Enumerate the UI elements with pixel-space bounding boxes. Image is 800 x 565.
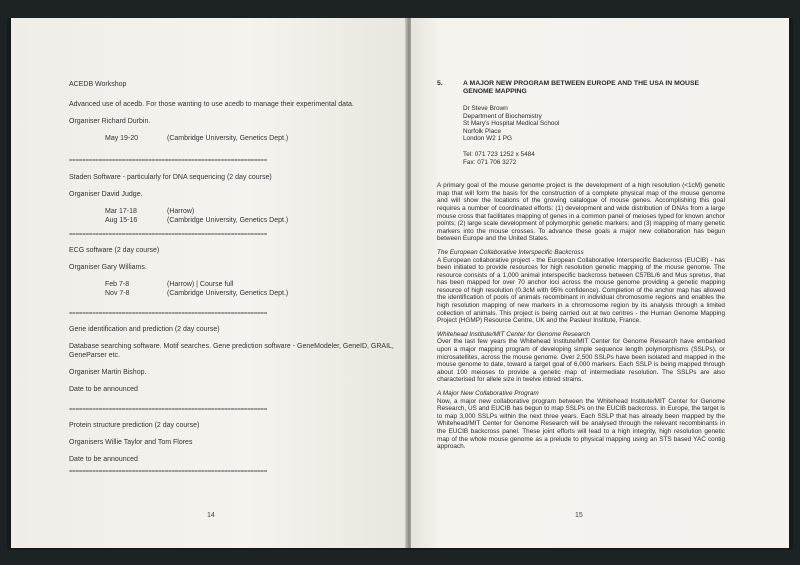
- schedule-date: Aug 15-16: [105, 217, 138, 224]
- ecg-schedule-row: [69, 289, 399, 298]
- protein-date: Date to be announced: [69, 456, 138, 463]
- whitehead-paragraph: Over the last few years the Whitehead Institute/MIT Center for Genome Research have embarked upon a major mapping program of developing simple sequence length polymorphisms (SSLPs), or microsatellites, across the mouse genome. Over 2,500 SSLPs have been isolated and mapped in the mouse genome to date, toward a target goal of 6,000 markers. Each SSLP is being mapped through about 100 meioses to provide a genetic map of intermediate resolution. The SSLPs are also characterised for allele size in twelve inbred strains.: [437, 338, 725, 384]
- schedule-date: Feb 7-8: [105, 281, 130, 288]
- address-line: St Mary's Hospital Medical School: [463, 120, 560, 128]
- address-line: Dr Steve Brown: [463, 105, 508, 112]
- acedb-organiser: Organiser Richard Durbin.: [69, 118, 151, 125]
- address-line: Norfolk Place: [463, 127, 502, 135]
- gene-title: Gene identification and prediction (2 day course): [69, 326, 220, 333]
- whitehead-heading: Whitehead Institute/MIT Center for Genome Research: [437, 330, 591, 338]
- divider-rule: ============================================================: [69, 231, 268, 238]
- gene-desc: Database searching software. Motif searches. Gene prediction software - GeneModeler, GeneID, GRAIL, GeneParser etc.: [69, 343, 394, 359]
- schedule-venue: (Harrow) | Course full: [167, 281, 234, 288]
- schedule-date: May 19-20: [105, 135, 139, 142]
- address-line: London W2 1 PG: [463, 135, 513, 143]
- left-content: [69, 80, 399, 476]
- gene-organiser: Organiser Martin Bishop.: [69, 369, 147, 376]
- schedule-venue: (Cambridge University, Genetics Dept.): [167, 290, 289, 297]
- ecg-title: ECG software (2 day course): [69, 247, 160, 254]
- schedule-date: Mar 17-18: [105, 208, 137, 215]
- contact-address: [463, 105, 725, 166]
- right-content: [437, 80, 725, 451]
- telephone: Tel: 071 723 1252 x 5484: [463, 150, 535, 158]
- acedb-desc: Advanced use of acedb. For those wanting to use acedb to manage their experimental data.: [69, 101, 354, 108]
- collab-heading: A Major New Collaborative Program: [437, 390, 539, 397]
- eucib-paragraph: A European collaborative project - the European Collaborative Interspecific Backcross (EUCIB) - has been initiated to provide resources for high resolution genetic mapping of the mouse genome. The resource consists of a 1,000 animal interspecific backcross between C57BL/6 and Mus spretus, that has been mapped for over 70 anchor loci across the mouse genome providing a genetic mapping resource of high resolution (0.3cM with 95% confidence). Completion of the anchor map has allowed the identification of pools of animals recombinant in individual chromosome regions and enables the high resolution mapping of new markers in a chromosome region by its analysis through a limited collection of animals. This project is being carried out at two centres - the Human Genome Mapping Project (HGMP) Resource Centre, UK and the Pasteur Institute, France.: [437, 256, 725, 325]
- staden-schedule-row: [69, 216, 399, 225]
- collab-paragraph: Now, a major new collaborative program between the Whitehead Institute/MIT Center for Genome Research, US and EUCIB has begun to map SSLPs on the EUCIB backcross. In Europe, the target is to map 3,000 SSLPs within the next three years. Each SSLP that has already been mapped by the Whitehead/MIT Center for Genome Research will be analysed through the relevant recombinants in the EUCIB backcross panel. These joint efforts will lead to a high integrity, high resolution genetic map of the whole mouse genome as a prelude to physical mapping using an STS based YAC contig approach.: [437, 397, 725, 451]
- left-page: [11, 18, 407, 548]
- page-number-left: 14: [207, 512, 215, 519]
- protein-organisers: Organisers Willie Taylor and Tom Flores: [69, 439, 193, 446]
- schedule-venue: (Cambridge University, Genetics Dept.): [167, 135, 289, 142]
- divider-rule: ============================================================: [69, 310, 268, 317]
- address-line: Department of Biochemistry: [463, 112, 542, 120]
- schedule-venue: (Cambridge University, Genetics Dept.): [167, 217, 289, 224]
- ecg-organiser: Organiser Gary Williams.: [69, 264, 147, 271]
- section-number: 5.: [437, 80, 443, 87]
- staden-schedule-row: [69, 207, 399, 216]
- divider-rule: ============================================================: [69, 406, 268, 413]
- acedb-schedule-row: [69, 134, 399, 143]
- page-number-right: 15: [575, 512, 583, 519]
- staden-organiser: Organiser David Judge.: [69, 191, 143, 198]
- section-title: A MAJOR NEW PROGRAM BETWEEN EUROPE AND THE USA IN MOUSE GENOME MAPPING: [463, 80, 700, 95]
- divider-rule: ============================================================: [69, 468, 268, 475]
- staden-title: Staden Software - particularly for DNA sequencing (2 day course): [69, 174, 272, 181]
- schedule-venue: (Harrow): [167, 208, 195, 215]
- intro-paragraph: A primary goal of the mouse genome project is the development of a high resolution (<1cM) genetic map that will form the basis for the construction of a complete physical map of the mouse genome and will show the locations of the growing catalogue of mouse genes. Accomplishing this goal requires a number of coordinated efforts: (1) development and wide distribution of DNAs from a large mouse cross that facilitates mapping of genes in a common panel of meioses typed for known anchor points; (2) large scale development of polymorphic genetic markers; and (3) mapping of many genetic markers into the mouse crosses. To advance these goals a major new collaboration has begun between Europe and the United States.: [437, 182, 725, 243]
- gene-date: Date to be announced: [69, 386, 138, 393]
- eucib-heading: The European Collaborative Interspecific Backcross: [437, 248, 584, 256]
- fax: Fax: 071 706 3272: [463, 158, 517, 166]
- schedule-date: Nov 7-8: [105, 290, 130, 297]
- divider-rule: ============================================================: [69, 157, 268, 164]
- acedb-title: ACEDB Workshop: [69, 81, 127, 88]
- protein-title: Protein structure prediction (2 day course): [69, 422, 200, 429]
- book-spread: [7, 18, 793, 550]
- ecg-schedule-row: [69, 280, 399, 289]
- section-heading: [437, 80, 725, 96]
- right-page: [411, 18, 789, 548]
